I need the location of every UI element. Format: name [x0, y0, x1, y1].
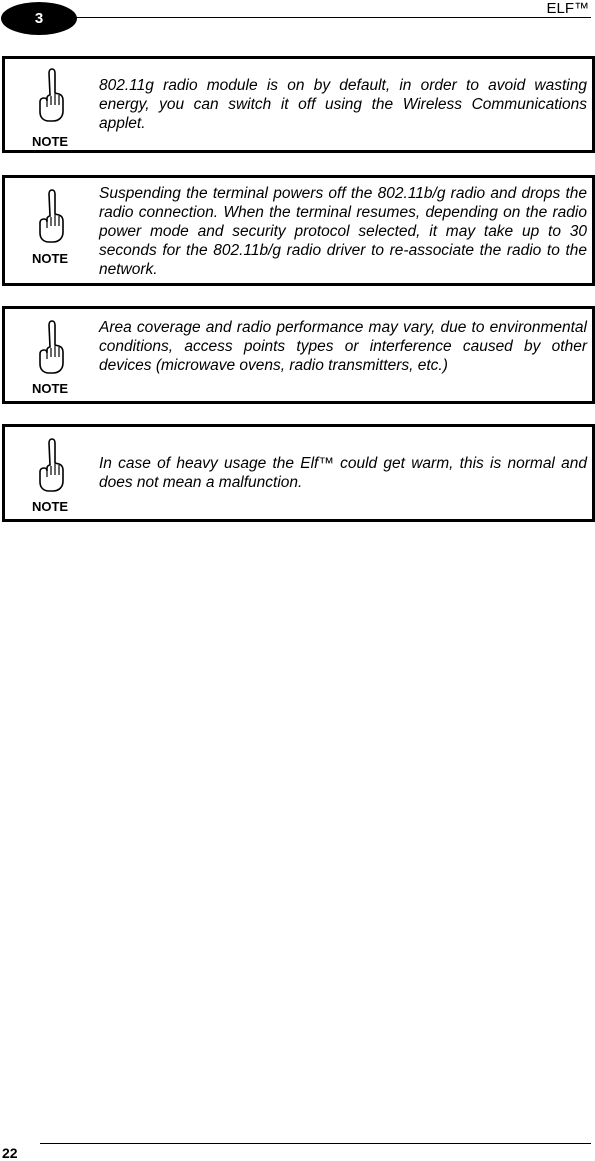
note-icon-column	[5, 178, 95, 283]
header-title: ELF™	[546, 0, 589, 17]
note-box	[2, 175, 595, 286]
footer-rule	[40, 1143, 591, 1144]
page-number: 22	[2, 1145, 18, 1161]
chapter-number: 3	[34, 10, 44, 27]
note-icon-column	[5, 309, 95, 401]
note-box	[2, 56, 595, 153]
pointing-hand-icon	[37, 437, 65, 493]
note-text: In case of heavy usage the Elf™ could get warm, this is normal and does not mean a malfunction.	[99, 455, 587, 491]
note-box	[2, 424, 595, 522]
note-label: NOTE	[31, 134, 69, 149]
note-label: NOTE	[31, 251, 69, 266]
note-label: NOTE	[31, 381, 69, 396]
note-text: 802.11g radio module is on by default, in order to avoid wasting energy, you can switch it off using the Wireless Communications applet.	[99, 77, 587, 132]
chapter-badge	[1, 2, 77, 35]
note-icon-column	[5, 59, 95, 150]
pointing-hand-icon	[37, 188, 65, 244]
note-box	[2, 306, 595, 404]
note-label: NOTE	[31, 499, 69, 514]
note-text: Area coverage and radio performance may vary, due to environmental conditions, access points types or interference caused by other devices (microwave ovens, radio transmitters, etc.)	[99, 319, 587, 374]
pointing-hand-icon	[37, 67, 65, 123]
note-text: Suspending the terminal powers off the 802.11b/g radio and drops the radio connection. When the terminal resumes, depending on the radio power mode and security protocol selected, it may take up to 30 seconds for the 802.11b/g radio driver to re-associate the radio to the network.	[99, 185, 587, 278]
header-rule	[72, 17, 591, 18]
note-icon-column	[5, 427, 95, 519]
pointing-hand-icon	[37, 319, 65, 375]
